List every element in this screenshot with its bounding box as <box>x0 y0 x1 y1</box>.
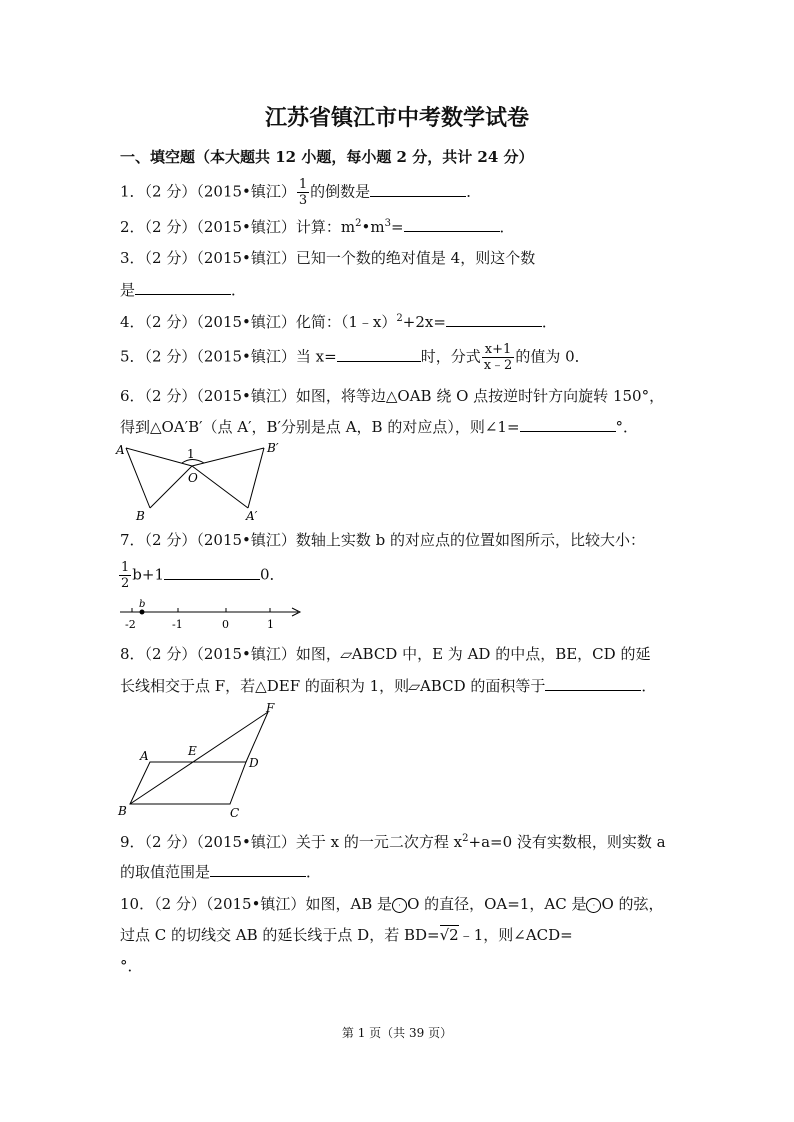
question-6-line2 <box>120 417 638 437</box>
q3-text: 已知一个数的绝对值是 4，则这个数 <box>295 249 536 267</box>
q10-text-a: 如图，AB 是 <box>305 895 393 913</box>
q2-answer-blank[interactable] <box>404 217 500 232</box>
q7-frac-den: 2 <box>121 576 130 591</box>
q3-line2: 是 <box>120 281 136 299</box>
q6-text: 如图，将等边△OAB 绕 O 点按逆时针方向旋转 150°， <box>295 387 665 405</box>
q9-text-b: +a=0 没有实数根，则实数 a <box>468 833 666 851</box>
q6-line2: 得到△OA′B′（点 A′，B′分别是点 A，B 的对应点），则∠1= <box>120 418 520 436</box>
q8-meta: （2 分）（2015•镇江） <box>144 645 296 663</box>
section-heading: 一、填空题（本大题共 12 小题，每小题 2 分，共计 24 分） <box>120 148 534 166</box>
q2-number: 2． <box>120 218 145 236</box>
q4-text-b: +2x= <box>402 313 446 331</box>
question-5 <box>120 342 590 373</box>
q4-answer-blank[interactable] <box>446 312 542 327</box>
q4-text-a: 化简：（1﹣x） <box>295 313 397 331</box>
q1-frac-den: 3 <box>298 193 308 208</box>
question-10-line2 <box>120 925 573 945</box>
q8-text-b: ABCD 中，E 为 AD 的中点，BE，CD 的延 <box>351 645 651 663</box>
question-2 <box>120 217 515 237</box>
q7-answer-blank[interactable] <box>164 565 260 580</box>
parallelogram-icon: ▱ <box>338 647 354 663</box>
q7-text-b: b+1 <box>132 565 164 584</box>
q6-end: °． <box>615 418 639 436</box>
question-3 <box>120 248 535 268</box>
question-8 <box>120 644 650 665</box>
circle-dot-icon: · <box>586 898 601 913</box>
q7-number: 7． <box>120 531 145 549</box>
q4-meta: （2 分）（2015•镇江） <box>144 313 296 331</box>
question-10 <box>120 894 664 914</box>
q2-text-b: •m <box>361 218 385 236</box>
q1-end: ． <box>466 182 482 201</box>
q7-tick-neg1: -1 <box>172 618 183 631</box>
q7-tick-neg2: -2 <box>125 618 136 631</box>
q6-label-1: 1 <box>187 447 195 461</box>
q3-answer-blank[interactable] <box>135 280 231 295</box>
q8-figure <box>112 700 292 824</box>
q6-label-A2: A′ <box>246 509 258 523</box>
q8-label-D: D <box>249 756 259 770</box>
question-9-line2 <box>120 862 321 882</box>
q6-number: 6． <box>120 387 145 405</box>
question-9 <box>120 832 666 852</box>
q10-line2-b: ﹣1，则∠ACD= <box>458 926 573 944</box>
q1-meta: （2 分）（2015•镇江） <box>144 182 296 201</box>
question-10-line3 <box>120 956 143 976</box>
q10-line3: °． <box>120 957 143 975</box>
question-3-line2 <box>120 280 246 300</box>
q7-label-b: b <box>139 599 146 610</box>
q2-text-a: 计算：m <box>295 218 356 236</box>
question-6 <box>120 386 664 406</box>
q7-number-line <box>116 598 306 634</box>
q8-text-a: 如图， <box>295 645 341 663</box>
q8-number: 8． <box>120 645 145 663</box>
q1-number: 1． <box>120 182 145 201</box>
q8-answer-blank[interactable] <box>545 676 641 691</box>
q7-point-b <box>140 610 145 615</box>
q6-label-A: A <box>116 443 125 457</box>
q8-label-E: E <box>188 744 197 758</box>
q9-meta: （2 分）（2015•镇江） <box>144 833 296 851</box>
q3-end: ． <box>231 281 247 299</box>
circle-dot-icon: · <box>392 898 407 913</box>
question-1 <box>120 177 481 208</box>
q7-end: 0． <box>260 565 285 584</box>
q5-fraction <box>482 342 515 373</box>
q6-figure <box>112 436 292 526</box>
q5-text-b: 时，分式 <box>420 347 481 366</box>
q2-meta: （2 分）（2015•镇江） <box>144 218 296 236</box>
q1-fraction <box>297 177 309 208</box>
q10-sqrt-value: 2 <box>449 926 459 944</box>
question-7-line2 <box>118 560 285 591</box>
q4-sup: 2 <box>396 313 403 324</box>
q5-frac-num: x+1 <box>482 342 515 358</box>
q5-answer-blank[interactable] <box>337 347 421 362</box>
question-8-line2 <box>120 676 656 697</box>
q2-end: ． <box>499 218 515 236</box>
q6-meta: （2 分）（2015•镇江） <box>144 387 296 405</box>
q9-answer-blank[interactable] <box>210 862 306 877</box>
q3-meta: （2 分）（2015•镇江） <box>144 249 296 267</box>
q7-text: 数轴上实数 b 的对应点的位置如图所示，比较大小： <box>295 531 646 549</box>
q10-number: 10． <box>120 895 155 913</box>
q6-label-B2: B′ <box>267 441 279 455</box>
question-7 <box>120 530 645 550</box>
q7-frac-num: 1 <box>121 560 130 575</box>
q10-meta: （2 分）（2015•镇江） <box>154 895 306 913</box>
q5-text-a: 当 x= <box>295 347 337 366</box>
q5-text-c: 的值为 0． <box>515 347 590 366</box>
q10-line2-a: 过点 C 的切线交 AB 的延长线于点 D，若 BD= <box>120 926 440 944</box>
q6-label-B: B <box>136 509 145 523</box>
q1-frac-num: 1 <box>298 177 308 192</box>
q2-text-c: = <box>390 218 404 236</box>
page-footer: 第 1 页（共 39 页） <box>341 1026 453 1040</box>
q5-meta: （2 分）（2015•镇江） <box>144 347 296 366</box>
q7-tick-1: 1 <box>267 618 274 631</box>
q8-label-F: F <box>266 701 275 715</box>
q5-frac-den: x﹣2 <box>483 358 513 373</box>
q8-label-C: C <box>230 806 240 820</box>
q8-label-B: B <box>118 804 127 818</box>
q6-answer-blank[interactable] <box>520 417 616 432</box>
q8-label-A: A <box>140 749 149 763</box>
q5-number: 5． <box>120 347 145 366</box>
q2-sup-b: 3 <box>384 218 391 229</box>
q7-meta: （2 分）（2015•镇江） <box>144 531 296 549</box>
q8-end: ． <box>641 677 657 695</box>
q10-text-c: O 的弦， <box>601 895 664 913</box>
q9-number: 9． <box>120 833 145 851</box>
q9-line2: 的取值范围是 <box>120 863 211 881</box>
q7-fraction <box>119 560 131 591</box>
q3-number: 3． <box>120 249 145 267</box>
parallelogram-icon: ▱ <box>407 679 423 695</box>
page-title: 江苏省镇江市中考数学试卷 <box>264 105 529 131</box>
q4-number: 4． <box>120 313 145 331</box>
q9-sup: 2 <box>462 833 469 844</box>
q4-end: ． <box>541 313 557 331</box>
q1-text: 的倒数是 <box>310 182 371 201</box>
q7-tick-0: 0 <box>222 618 229 631</box>
q8-line2-a: 长线相交于点 F，若△DEF 的面积为 1，则 <box>120 677 410 695</box>
q1-answer-blank[interactable] <box>370 182 466 197</box>
question-4 <box>120 312 557 332</box>
q8-line2-b: ABCD 的面积等于 <box>419 677 546 695</box>
q6-label-O: O <box>188 471 198 485</box>
q10-text-b: O 的直径，OA=1，AC 是 <box>407 895 587 913</box>
q9-text-a: 关于 x 的一元二次方程 x <box>295 833 463 851</box>
q2-sup-a: 2 <box>355 218 362 229</box>
q10-sqrt: √2 <box>439 926 459 944</box>
q9-end: ． <box>306 863 322 881</box>
